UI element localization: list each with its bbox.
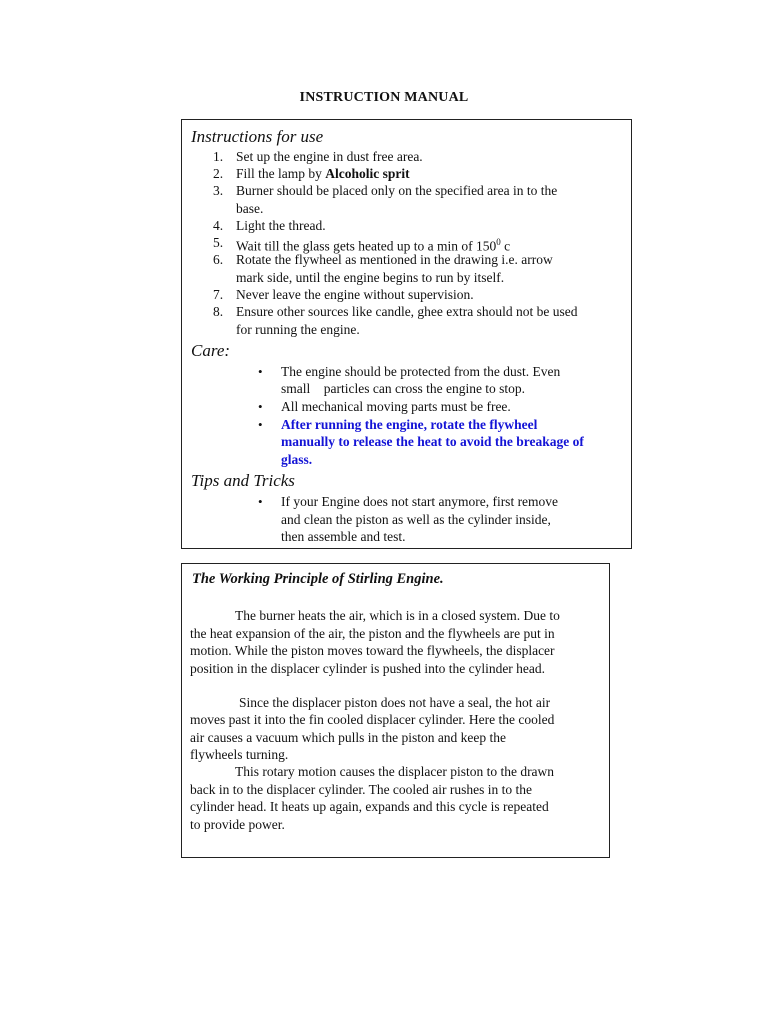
bullet-icon: •: [258, 494, 263, 509]
instructions-heading: Instructions for use: [191, 127, 324, 146]
instructions-box: Instructions for use 1. Set up the engine in dust free area. 2. Fill the lamp by Alcoholic sprit 3. Burner should be placed only on the specified area in to the base. 4. Light the thread. 5. Wait till the glass gets heated up to a min of $150^0$ c 6. Rotate the flywheel as mentioned in the drawing i.e. arrow mark side, until the engine begins to run by itself. 7. Never leave the engine without supervision. 8. Ensure other sources like candle, ghee extra should not be used for running the engine. Care: • The engine should be protected from the dust. Even small particles can cross the engine to stop. • All mechanical moving parts must be free. • After running the engine, rotate the flywheel manually to release the heat to avoid the breakage of glass. Tips and Tricks • If your Engine does not start anymore, first remove and clean the piston as well as the cylinder inside, then assemble and test.: [181, 119, 632, 549]
tips-heading: Tips and Tricks: [191, 471, 295, 490]
principle-box: The Working Principle of Stirling Engine. The burner heats the air, which is in a closed system. Due to the heat expansion of the air, the piston and the flywheels are put in motion. While the piston moves toward the flywheels, the displacer position in the displacer cylinder is pushed into the cylinder head. Since the displacer piston does not have a seal, the hot air moves past it into the fin cooled displacer cylinder. Here the cooled air causes a vacuum which pulls in the piston and keep the flywheels turning. This rotary motion causes the displacer piston to the drawn back in to the displacer cylinder. The cooled air rushes in to the cylinder head. It heats up again, expands and this cycle is repeated to provide power.: [181, 563, 610, 858]
care-heading: Care:: [191, 341, 231, 360]
principle-heading: The Working Principle of Stirling Engine.: [192, 571, 444, 587]
bullet-icon: •: [258, 364, 263, 379]
bullet-icon: •: [258, 399, 263, 414]
bullet-icon: •: [258, 417, 263, 432]
document-title: INSTRUCTION MANUAL: [299, 90, 469, 105]
